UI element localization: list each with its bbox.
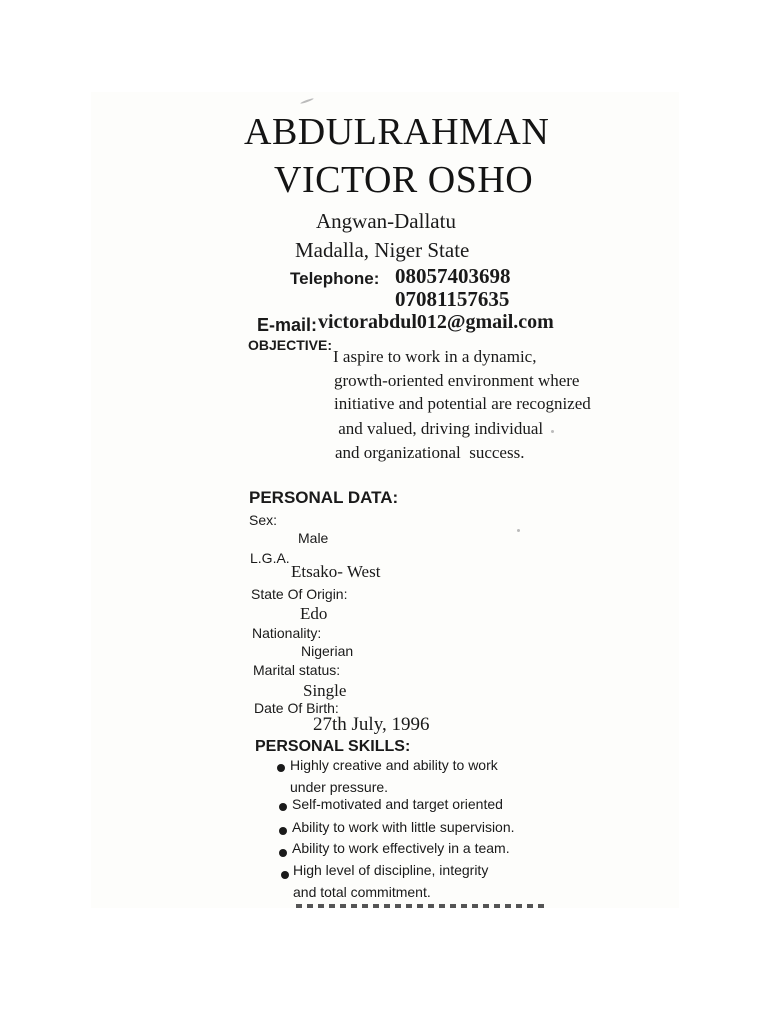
bullet-icon (279, 849, 287, 857)
scan-mark (517, 529, 520, 532)
field-label-date-of-birth: Date Of Birth: (254, 700, 339, 716)
bullet-icon (279, 803, 287, 811)
skill-item-line: High level of discipline, integrity (293, 862, 489, 878)
field-label-sex: Sex: (249, 512, 278, 528)
address-line-1: Angwan-Dallatu (316, 209, 456, 233)
bullet-icon (277, 764, 285, 772)
personal-data-heading: PERSONAL DATA: (249, 488, 399, 507)
field-label-marital-status: Marital status: (253, 662, 341, 678)
skill-item-line: Ability to work effectively in a team. (292, 840, 510, 856)
resume-page (91, 92, 679, 908)
personal-skills-heading: PERSONAL SKILLS: (255, 738, 411, 755)
objective-heading: OBJECTIVE: (248, 337, 333, 353)
cut-off-text-fragment (296, 904, 546, 908)
objective-line: I aspire to work in a dynamic, (333, 347, 537, 366)
skill-item-line: under pressure. (290, 779, 389, 795)
objective-line: and organizational success. (335, 443, 525, 462)
bullet-icon (281, 871, 289, 879)
skill-item-line: Ability to work with little supervision. (292, 819, 515, 835)
field-label-state-of-origin: State Of Origin: (251, 586, 348, 602)
objective-line: initiative and potential are recognized (334, 394, 591, 413)
scan-mark (300, 98, 314, 105)
telephone-label: Telephone: (290, 269, 380, 288)
field-value-nationality: Nigerian (301, 643, 354, 659)
name-line-1: ABDULRAHMAN (244, 111, 550, 153)
objective-line: growth-oriented environment where (334, 371, 580, 390)
telephone-number-2: 07081157635 (395, 287, 510, 311)
name-line-2: VICTOR OSHO (274, 159, 534, 201)
skill-item-line: and total commitment. (293, 884, 431, 900)
bullet-icon (279, 827, 287, 835)
skill-item-line: Highly creative and ability to work (290, 757, 498, 773)
objective-line: and valued, driving individual (334, 419, 544, 438)
email-value: victorabdul012@gmail.com (318, 311, 554, 333)
scan-mark (551, 430, 554, 433)
email-label: E-mail: (257, 315, 318, 335)
skill-item-line: Self-motivated and target oriented (292, 796, 503, 812)
telephone-number-1: 08057403698 (395, 264, 511, 288)
field-value-sex: Male (298, 530, 329, 546)
address-line-2: Madalla, Niger State (295, 238, 470, 262)
field-value-date-of-birth: 27th July, 1996 (313, 714, 430, 735)
field-value-marital-status: Single (303, 681, 347, 700)
field-label-lga: L.G.A. (250, 550, 290, 566)
field-value-state-of-origin: Edo (300, 604, 328, 623)
field-value-lga: Etsako- West (291, 562, 381, 581)
field-label-nationality: Nationality: (252, 625, 322, 641)
